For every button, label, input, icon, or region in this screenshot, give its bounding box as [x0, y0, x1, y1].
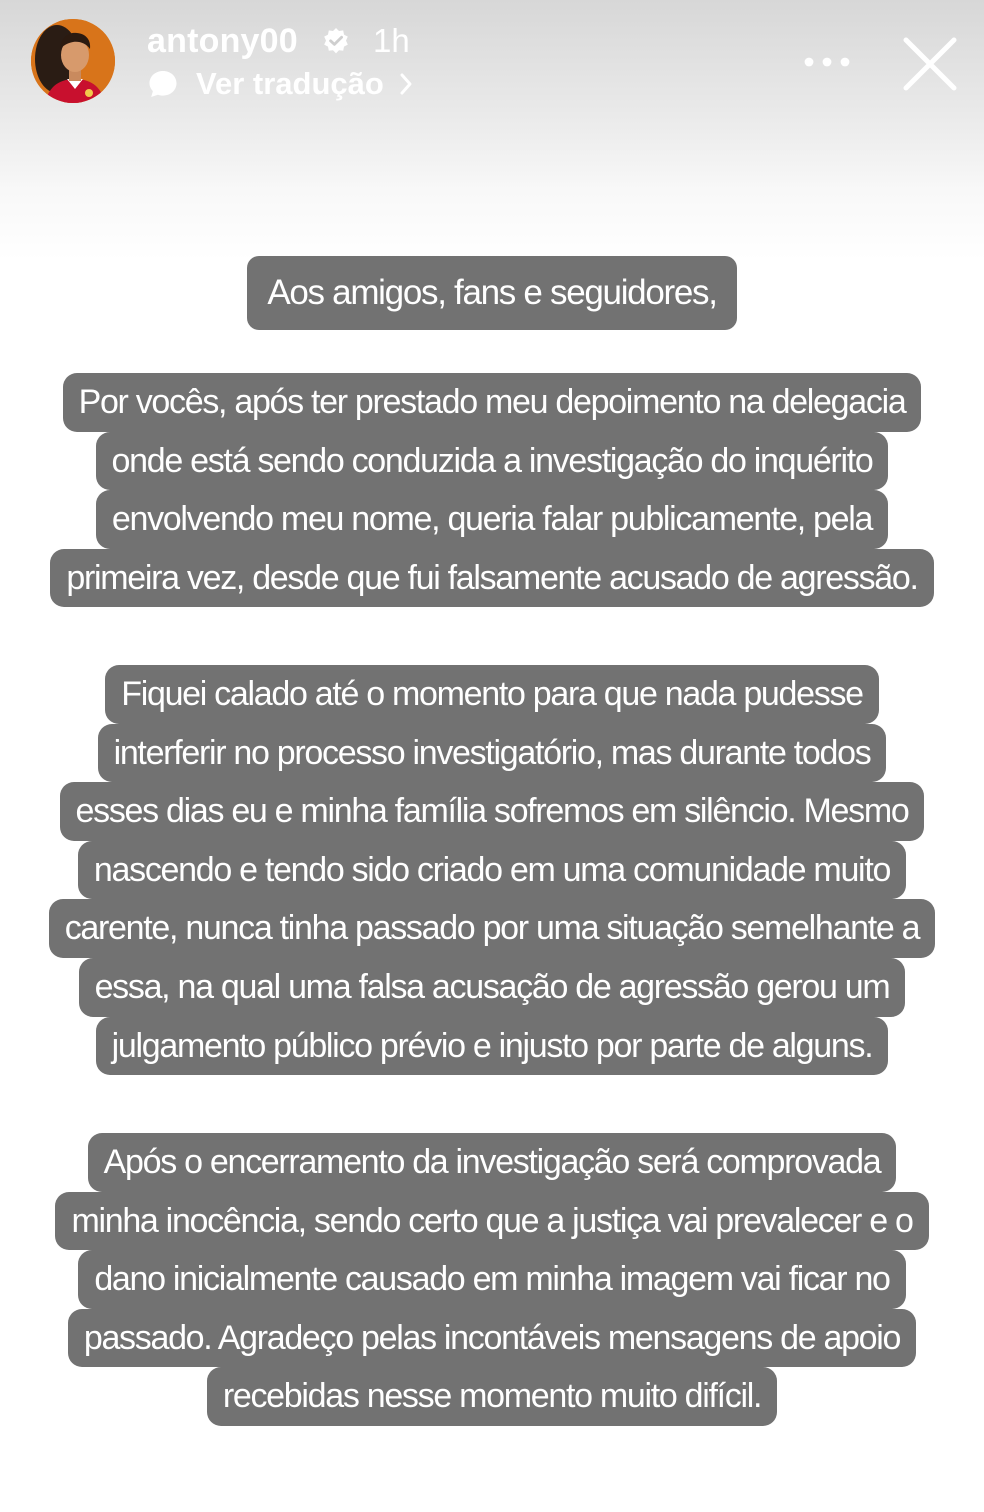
paragraph-2	[0, 665, 984, 1075]
paragraph-1	[0, 373, 984, 607]
text-line: Por vocês, após ter prestado meu depoimento na delegacia	[63, 373, 922, 432]
text-line: onde está sendo conduzida a investigação do inquérito	[96, 432, 889, 491]
text-line: dano inicialmente causado em minha imagem vai ficar no	[78, 1250, 905, 1309]
text-line: nascendo e tendo sido criado em uma comunidade muito	[78, 841, 906, 900]
speech-bubble-icon	[148, 69, 178, 99]
post-time: 1h	[373, 22, 410, 59]
text-line: minha inocência, sendo certo que a justiça vai prevalecer e o	[55, 1192, 928, 1251]
avatar[interactable]	[31, 19, 115, 103]
translate-link[interactable]	[148, 64, 416, 104]
text-line: envolvendo meu nome, queria falar publicamente, pela	[96, 490, 888, 549]
close-icon[interactable]	[897, 31, 963, 97]
text-line: Aos amigos, fans e seguidores,	[247, 256, 736, 330]
text-line: passado. Agradeço pelas incontáveis mensagens de apoio	[68, 1309, 916, 1368]
avatar-image	[31, 19, 115, 103]
text-line: Após o encerramento da investigação será comprovada	[88, 1133, 897, 1192]
paragraph-3	[0, 1133, 984, 1426]
verified-badge-icon	[322, 27, 350, 55]
text-line: recebidas nesse momento muito difícil.	[207, 1367, 777, 1426]
story-header	[0, 0, 984, 130]
text-line: interferir no processo investigatório, mas durante todos	[98, 724, 887, 783]
text-line: Fiquei calado até o momento para que nada pudesse	[105, 665, 879, 724]
text-line: primeira vez, desde que fui falsamente acusado de agressão.	[50, 549, 933, 608]
chevron-right-icon	[396, 71, 416, 97]
text-line: esses dias eu e minha família sofremos em silêncio. Mesmo	[60, 782, 925, 841]
text-line: essa, na qual uma falsa acusação de agressão gerou um	[79, 958, 906, 1017]
username[interactable]: antony00	[147, 22, 298, 60]
greeting-block	[0, 256, 984, 330]
text-line: carente, nunca tinha passado por uma situação semelhante a	[49, 899, 936, 958]
translate-label[interactable]: Ver tradução	[196, 66, 384, 101]
more-dots-icon[interactable]	[800, 48, 854, 76]
text-line: julgamento público prévio e injusto por parte de alguns.	[96, 1017, 889, 1076]
